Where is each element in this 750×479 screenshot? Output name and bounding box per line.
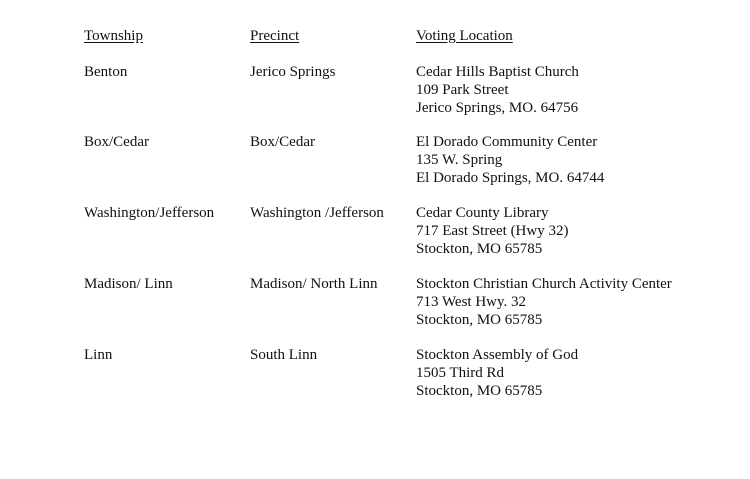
precinct-cell: South Linn — [250, 347, 318, 363]
voting-location-header: Voting Location — [416, 28, 513, 44]
table-row — [0, 346, 750, 402]
table-row — [0, 133, 750, 189]
table-row — [0, 275, 750, 331]
voting-location-cell — [416, 275, 672, 329]
precinct-header: Precinct — [250, 28, 300, 44]
table-row — [0, 204, 750, 260]
voting-location-cell — [416, 204, 568, 258]
township-cell: Madison/ Linn — [84, 276, 173, 292]
location-name: Stockton Assembly of God — [416, 347, 579, 363]
location-name: El Dorado Community Center — [416, 134, 598, 150]
location-street: 109 Park Street — [416, 82, 509, 98]
location-name: Cedar County Library — [416, 205, 549, 221]
voting-location-cell — [416, 63, 579, 117]
township-cell: Box/Cedar — [84, 134, 149, 150]
location-street: 1505 Third Rd — [416, 365, 505, 381]
precinct-cell: Washington /Jefferson — [250, 205, 384, 221]
table-header — [0, 27, 750, 47]
voting-location-cell — [416, 133, 604, 187]
table-row — [0, 63, 750, 119]
location-city: Stockton, MO 65785 — [416, 241, 543, 257]
township-header: Township — [84, 28, 143, 44]
voting-location-cell — [416, 346, 578, 400]
township-cell: Linn — [84, 347, 113, 363]
township-cell: Washington/Jefferson — [84, 205, 215, 221]
precinct-cell: Box/Cedar — [250, 134, 315, 150]
location-city: El Dorado Springs, MO. 64744 — [416, 170, 605, 186]
location-name: Stockton Christian Church Activity Center — [416, 276, 672, 292]
location-street: 135 W. Spring — [416, 152, 503, 168]
location-street: 713 West Hwy. 32 — [416, 294, 527, 310]
township-cell: Benton — [84, 64, 128, 80]
precinct-cell: Madison/ North Linn — [250, 276, 378, 292]
location-name: Cedar Hills Baptist Church — [416, 64, 579, 80]
location-city: Stockton, MO 65785 — [416, 312, 543, 328]
location-city: Stockton, MO 65785 — [416, 383, 543, 399]
location-street: 717 East Street (Hwy 32) — [416, 223, 569, 239]
location-city: Jerico Springs, MO. 64756 — [416, 100, 579, 116]
precinct-cell: Jerico Springs — [250, 64, 336, 80]
